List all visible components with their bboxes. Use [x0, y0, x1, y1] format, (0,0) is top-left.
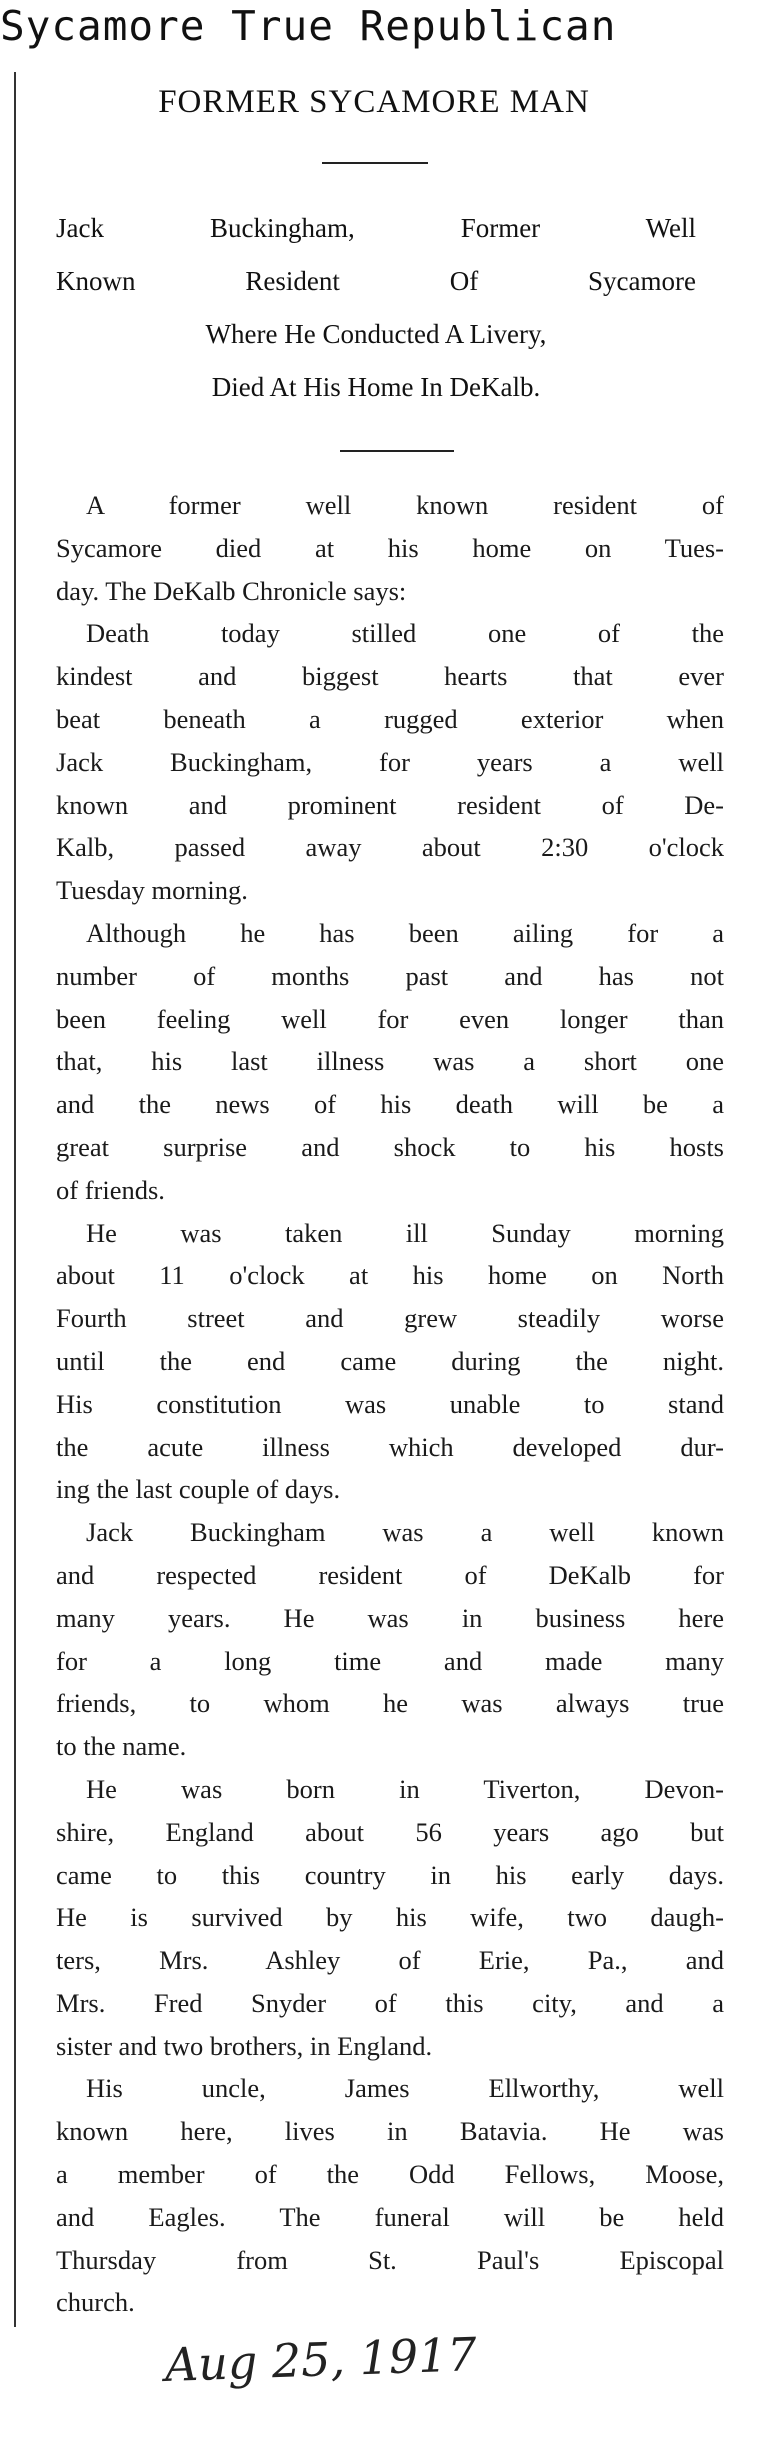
article-line: A former well known resident of: [86, 490, 724, 520]
article-line: day. The DeKalb Chronicle says:: [56, 575, 407, 606]
article-line: beat beneath a rugged exterior when: [56, 703, 724, 734]
article-line: Fourth street and grew steadily worse: [56, 1303, 724, 1334]
handwritten-date: Aug 25, 1917: [164, 2327, 478, 2392]
article-line: the acute illness which developed dur-: [56, 1431, 724, 1462]
article-line: ters, Mrs. Ashley of Erie, Pa., and: [56, 1945, 724, 1976]
deck-divider: [340, 450, 454, 452]
deck-line: Jack Buckingham, Former Well: [56, 213, 696, 243]
article-line: Jack Buckingham, for years a well: [56, 746, 724, 777]
article-headline: FORMER SYCAMORE MAN: [158, 84, 590, 120]
article-deck: [56, 202, 696, 414]
article-line: sister and two brothers, in England.: [56, 2030, 433, 2061]
article-line: and the news of his death will be a: [56, 1089, 724, 1120]
article-line: His uncle, James Ellworthy, well: [86, 2073, 724, 2104]
article-line: church.: [56, 2287, 135, 2318]
deck-line: Where He Conducted A Livery,: [205, 319, 547, 349]
article-line: to the name.: [56, 1731, 187, 1762]
article-line: He was born in Tiverton, Devon-: [86, 1773, 724, 1804]
article-line: many years. He was in business here: [56, 1602, 724, 1633]
article-line: been feeling well for even longer than: [56, 1003, 724, 1034]
newspaper-clipping: [14, 72, 732, 2327]
article-line: ing the last couple of days.: [56, 1474, 341, 1505]
article-line: and Eagles. The funeral will be held: [56, 2201, 724, 2232]
article-line: shire, England about 56 years ago but: [56, 1816, 724, 1847]
article-line: Tuesday morning.: [56, 875, 248, 906]
article-line: Jack Buckingham was a well known: [86, 1517, 724, 1548]
article-line: Mrs. Fred Snyder of this city, and a: [56, 1987, 724, 2018]
article-line: Death today stilled one of the: [86, 618, 724, 649]
article-line: He is survived by his wife, two daugh-: [56, 1902, 724, 1933]
article-line: for a long time and made many: [56, 1645, 724, 1676]
article-line: Sycamore died at his home on Tues-: [56, 532, 724, 563]
deck-line: Known Resident Of Sycamore: [56, 266, 696, 296]
article-line: Thursday from St. Paul's Episcopal: [56, 2244, 724, 2275]
article-line: came to this country in his early days.: [56, 1859, 724, 1890]
deck-line: Died At His Home In DeKalb.: [211, 372, 541, 402]
article-line: His constitution was unable to stand: [56, 1388, 724, 1419]
article-line: that, his last illness was a short one: [56, 1046, 724, 1077]
article-line: number of months past and has not: [56, 960, 724, 991]
article-line: Kalb, passed away about 2:30 o'clock: [56, 832, 724, 863]
article-line: a member of the Odd Fellows, Moose,: [56, 2159, 724, 2190]
article-body: [56, 484, 724, 2324]
headline-divider: [322, 162, 428, 164]
article-line: until the end came during the night.: [56, 1345, 724, 1376]
article-line: of friends.: [56, 1174, 165, 1205]
newspaper-masthead: Sycamore True Republican: [0, 2, 617, 50]
article-line: and respected resident of DeKalb for: [56, 1559, 724, 1590]
article-line: known here, lives in Batavia. He was: [56, 2116, 724, 2147]
article-line: Although he has been ailing for a: [86, 917, 724, 948]
article-line: great surprise and shock to his hosts: [56, 1131, 724, 1162]
article-line: friends, to whom he was always true: [56, 1688, 724, 1719]
article-line: about 11 o'clock at his home on North: [56, 1260, 724, 1291]
article-line: known and prominent resident of De-: [56, 789, 724, 820]
article-line: kindest and biggest hearts that ever: [56, 661, 724, 692]
article-line: He was taken ill Sunday morning: [86, 1217, 724, 1248]
